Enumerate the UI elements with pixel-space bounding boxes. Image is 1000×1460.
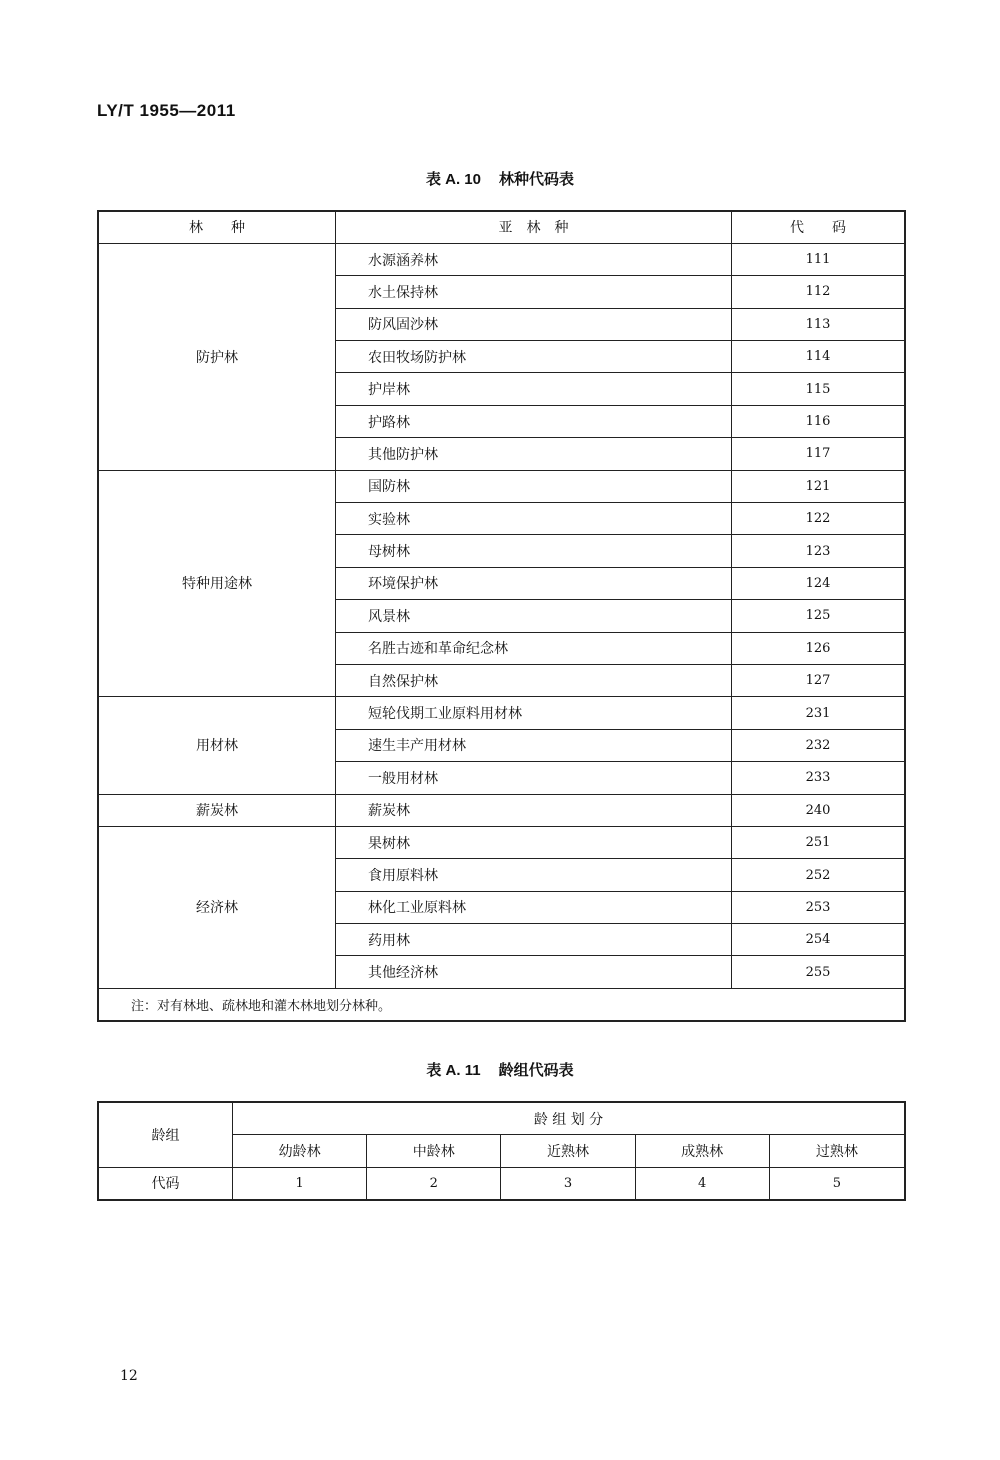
forest-type-table-body	[98, 243, 905, 988]
code-cell: 124	[732, 567, 906, 599]
table-a10-caption-number: 表 A. 10	[425, 171, 481, 188]
column-header-code: 代 码	[732, 211, 906, 243]
age-class-cell: 中龄林	[367, 1135, 501, 1168]
code-cell: 115	[732, 373, 906, 405]
sub-forest-type-cell: 护路林	[336, 405, 732, 437]
table-a11-caption-title: 龄组代码表	[498, 1061, 574, 1079]
age-group-code-table	[97, 1101, 906, 1201]
sub-forest-type-cell: 速生丰产用材林	[336, 729, 732, 761]
code-cell: 112	[732, 276, 906, 308]
sub-forest-type-cell: 实验林	[336, 503, 732, 535]
table-row	[98, 470, 905, 502]
sub-forest-type-cell: 名胜古迹和革命纪念林	[336, 632, 732, 664]
forest-type-cell: 防护林	[98, 243, 336, 470]
sub-forest-type-cell: 防风固沙林	[336, 308, 732, 340]
sub-forest-type-cell: 国防林	[336, 470, 732, 502]
sub-forest-type-cell: 其他防护林	[336, 438, 732, 470]
standard-code: LY/T 1955—2011	[97, 101, 236, 120]
sub-forest-type-cell: 薪炭林	[336, 794, 732, 826]
age-code-row	[98, 1167, 905, 1200]
sub-forest-type-cell: 药用林	[336, 924, 732, 956]
age-code-cell: 3	[501, 1167, 635, 1200]
sub-forest-type-cell: 短轮伐期工业原料用材林	[336, 697, 732, 729]
code-cell: 116	[732, 405, 906, 437]
sub-forest-type-cell: 母树林	[336, 535, 732, 567]
code-cell: 125	[732, 600, 906, 632]
sub-forest-type-cell: 一般用材林	[336, 762, 732, 794]
age-group-header-row	[98, 1102, 905, 1135]
sub-forest-type-cell: 水源涵养林	[336, 243, 732, 275]
table-a11-caption	[0, 1059, 1000, 1080]
code-cell: 122	[732, 503, 906, 535]
code-cell: 231	[732, 697, 906, 729]
code-cell: 252	[732, 859, 906, 891]
code-cell: 253	[732, 891, 906, 923]
sub-forest-type-cell: 环境保护林	[336, 567, 732, 599]
code-cell: 113	[732, 308, 906, 340]
sub-forest-type-cell: 食用原料林	[336, 859, 732, 891]
code-cell: 126	[732, 632, 906, 664]
code-cell: 233	[732, 762, 906, 794]
code-cell: 111	[732, 243, 906, 275]
sub-forest-type-cell: 其他经济林	[336, 956, 732, 988]
age-code-cell: 1	[233, 1167, 367, 1200]
age-code-cell: 5	[769, 1167, 905, 1200]
table-a10-caption-title: 林种代码表	[499, 170, 575, 188]
code-row-label: 代码	[98, 1167, 233, 1200]
column-header-forest-type: 林 种	[98, 211, 336, 243]
sub-forest-type-cell: 林化工业原料林	[336, 891, 732, 923]
sub-forest-type-cell: 自然保护林	[336, 664, 732, 696]
table-note-row	[98, 988, 905, 1020]
page-number: 12	[120, 1368, 138, 1384]
forest-type-cell: 经济林	[98, 826, 336, 988]
age-class-cell: 近熟林	[501, 1135, 635, 1168]
age-group-row-header: 龄组	[98, 1102, 233, 1167]
code-cell: 255	[732, 956, 906, 988]
code-cell: 232	[732, 729, 906, 761]
sub-forest-type-cell: 农田牧场防护林	[336, 341, 732, 373]
table-row	[98, 826, 905, 858]
age-code-cell: 4	[635, 1167, 769, 1200]
forest-type-cell: 用材林	[98, 697, 336, 794]
sub-forest-type-cell: 风景林	[336, 600, 732, 632]
code-cell: 117	[732, 438, 906, 470]
age-code-cell: 2	[367, 1167, 501, 1200]
age-class-cell: 幼龄林	[233, 1135, 367, 1168]
age-class-cell: 过熟林	[769, 1135, 905, 1168]
code-cell: 251	[732, 826, 906, 858]
table-row	[98, 697, 905, 729]
forest-type-cell: 特种用途林	[98, 470, 336, 697]
sub-forest-type-cell: 护岸林	[336, 373, 732, 405]
code-cell: 240	[732, 794, 906, 826]
table-a11-caption-number: 表 A. 11	[426, 1062, 481, 1079]
table-row	[98, 794, 905, 826]
age-group-division-header: 龄 组 划 分	[233, 1102, 906, 1135]
code-cell: 121	[732, 470, 906, 502]
forest-type-cell: 薪炭林	[98, 794, 336, 826]
forest-type-code-table	[97, 210, 906, 1022]
code-cell: 127	[732, 664, 906, 696]
table-note: 注：对有林地、疏林地和灌木林地划分林种。	[98, 988, 905, 1020]
column-header-sub-forest-type: 亚 林 种	[336, 211, 732, 243]
code-cell: 254	[732, 924, 906, 956]
table-row	[98, 243, 905, 275]
sub-forest-type-cell: 果树林	[336, 826, 732, 858]
age-class-cell: 成熟林	[635, 1135, 769, 1168]
table-a10-caption	[0, 168, 1000, 189]
code-cell: 114	[732, 341, 906, 373]
code-cell: 123	[732, 535, 906, 567]
sub-forest-type-cell: 水土保持林	[336, 276, 732, 308]
table-header-row	[98, 211, 905, 243]
